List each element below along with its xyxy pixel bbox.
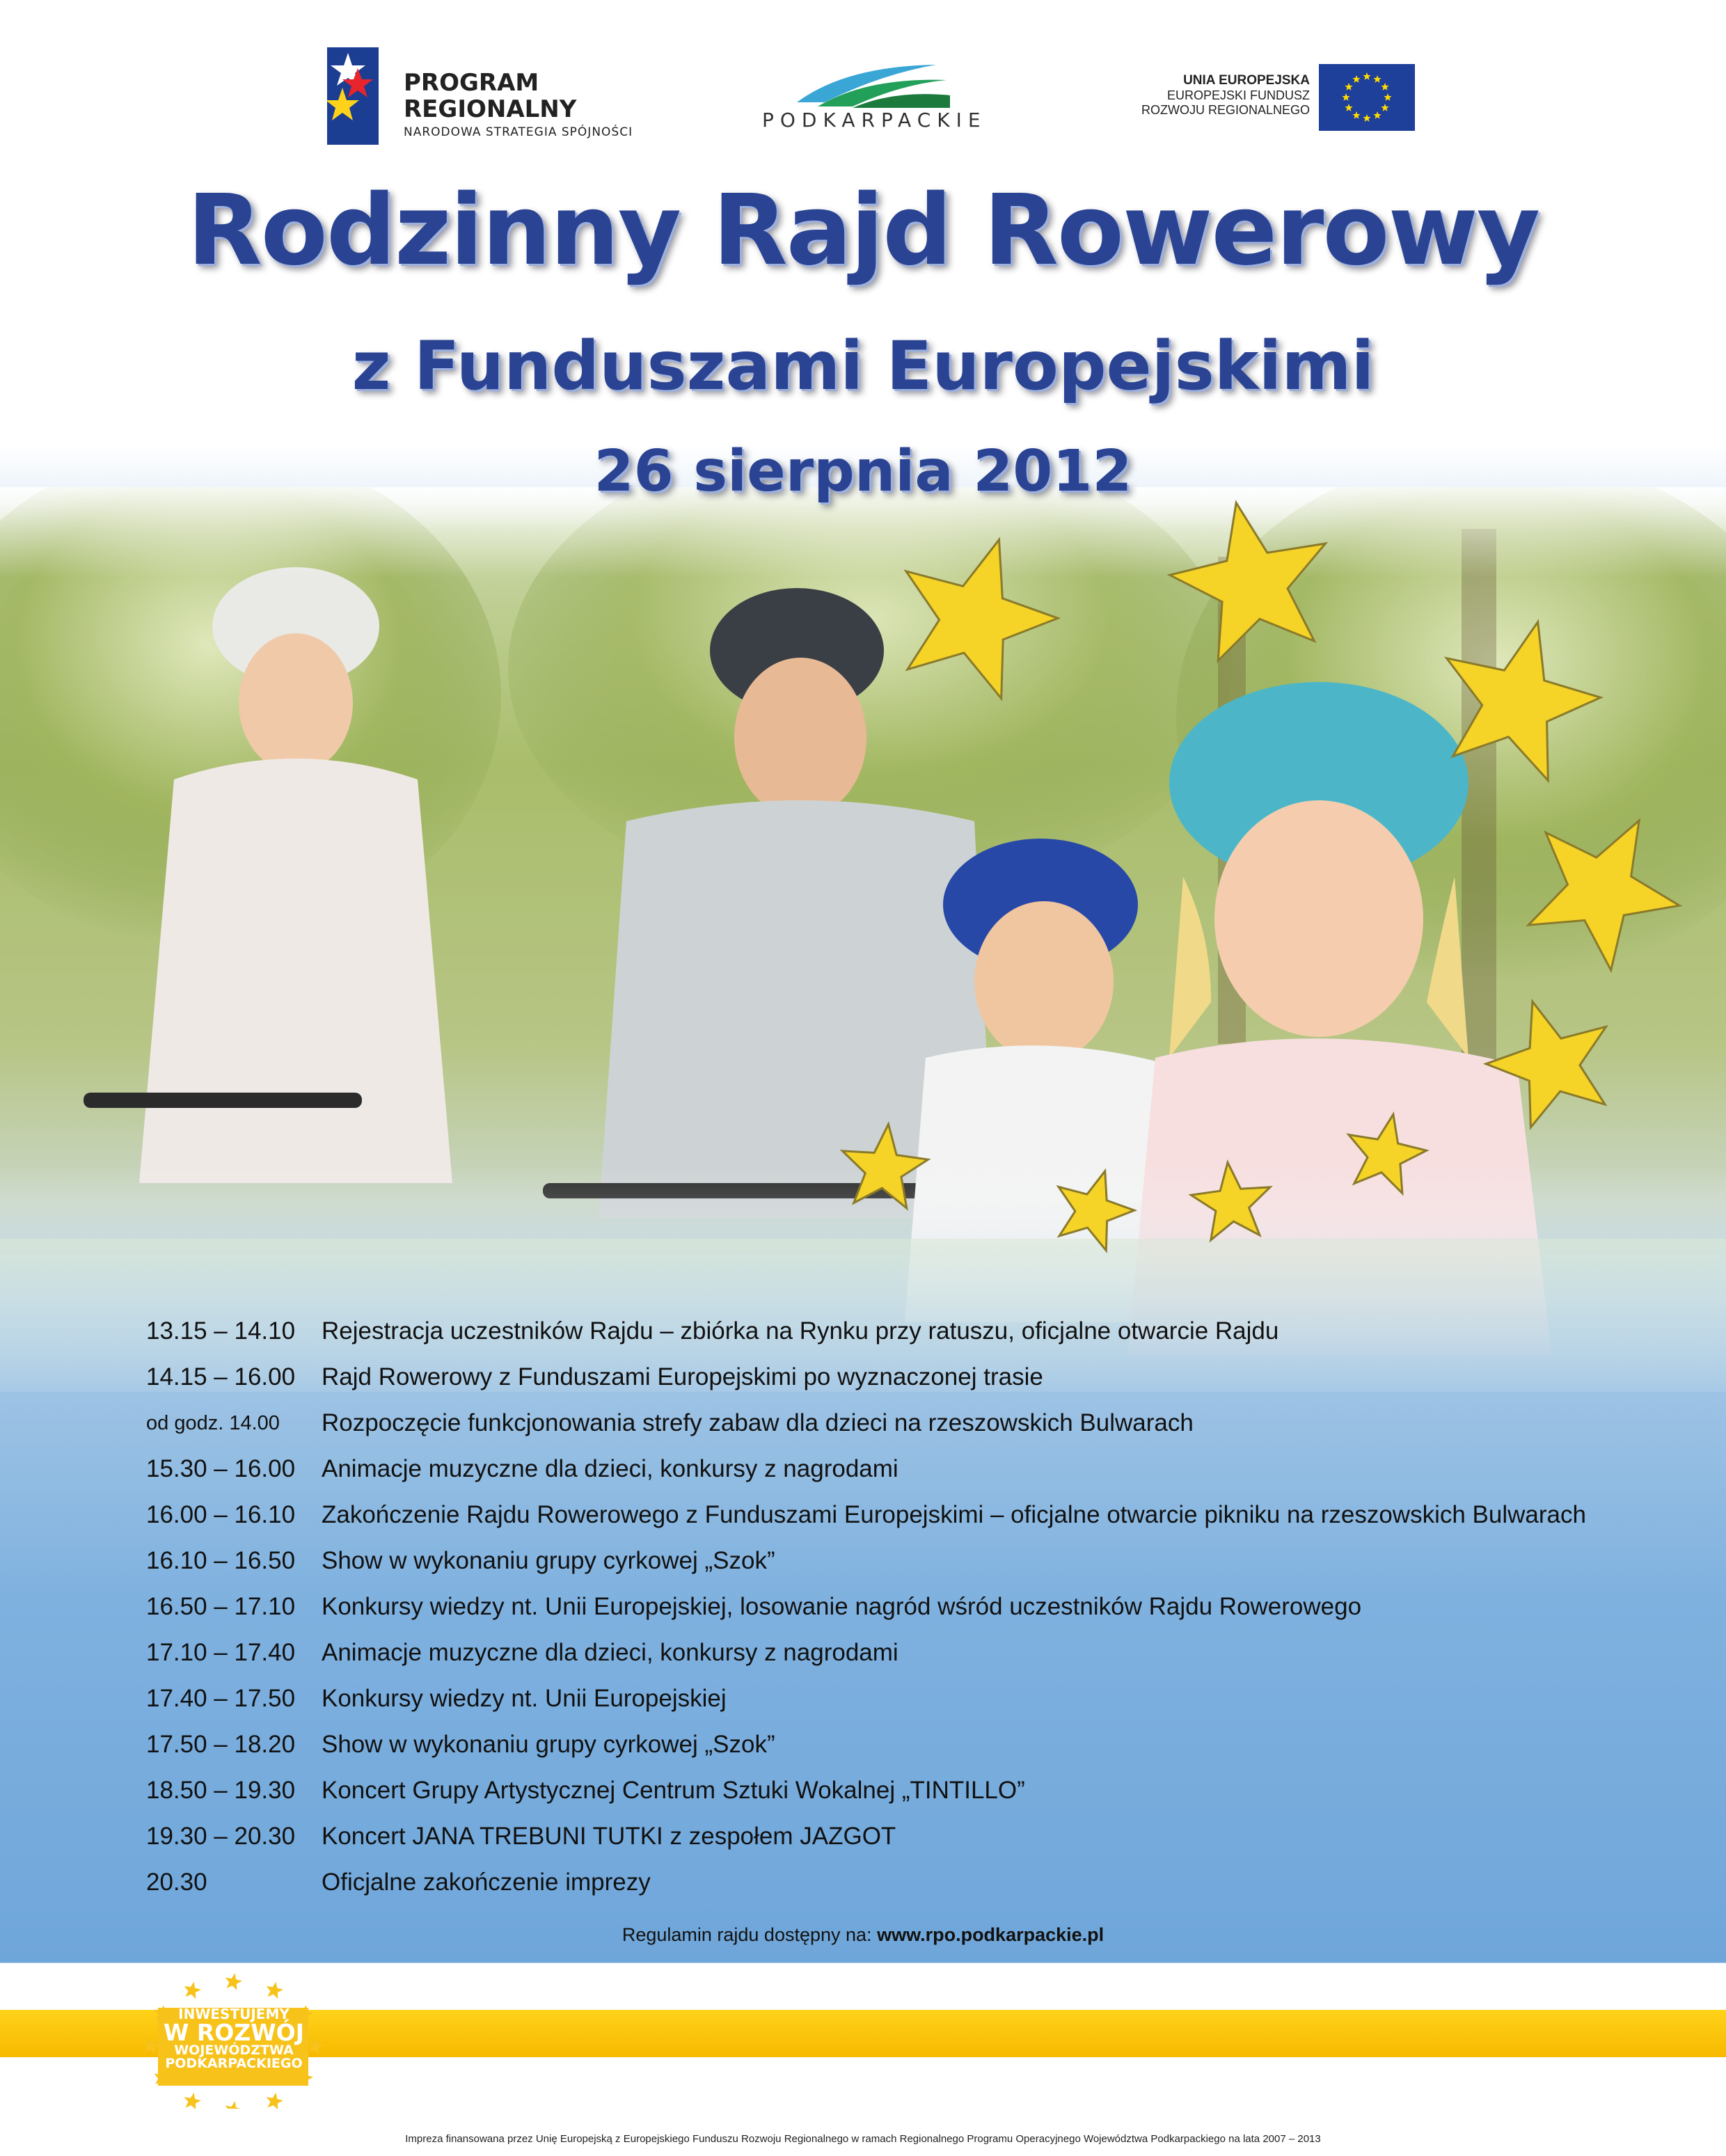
badge-star-icon — [184, 2093, 201, 2109]
schedule-desc: Koncert JANA TREBUNI TUTKI z zespołem JAZGOT — [322, 1823, 896, 1850]
subtitle: z Funduszami Europejskimi — [351, 327, 1375, 405]
schedule-desc: Show w wykonaniu grupy cyrkowej „Szok” — [322, 1547, 775, 1574]
family-cycling-photo — [0, 487, 1726, 1392]
badge-star-icon — [267, 1982, 283, 1999]
program-line1: PROGRAM — [404, 69, 539, 97]
schedule-time: 17.40 – 17.50 — [146, 1685, 296, 1712]
schedule — [146, 1308, 1705, 1905]
schedule-time: 15.30 – 16.00 — [146, 1455, 296, 1482]
schedule-desc: Koncert Grupy Artystycznej Centrum Sztuki Wokalnej „TINTILLO” — [322, 1777, 1025, 1804]
schedule-row — [146, 1308, 1705, 1354]
schedule-desc: Konkursy wiedzy nt. Unii Europejskiej, losowanie nagród wśród uczestników Rajdu Rowerowego — [322, 1593, 1362, 1620]
schedule-row — [146, 1630, 1705, 1676]
eu-line1: UNIA EUROPEJSKA — [1183, 73, 1311, 88]
schedule-desc: Animacje muzyczne dla dzieci, konkursy z nagrodami — [322, 1455, 898, 1482]
badge-line4: PODKARPACKIEGO — [165, 2056, 303, 2071]
schedule-desc: Rozpoczęcie funkcjonowania strefy zabaw dla dzieci na rzeszowskich Bulwarach — [322, 1409, 1194, 1436]
schedule-desc: Konkursy wiedzy nt. Unii Europejskiej — [322, 1685, 727, 1712]
badge-line3: WOJEWÓDZTWA — [174, 2043, 294, 2058]
badge-star-icon — [225, 1973, 242, 1990]
schedule-row — [146, 1814, 1705, 1860]
schedule-time: 14.15 – 16.00 — [146, 1363, 296, 1390]
schedule-time: 13.15 – 14.10 — [146, 1317, 296, 1345]
schedule-time: 16.00 – 16.10 — [146, 1501, 296, 1528]
badge-star-icon — [267, 2093, 283, 2109]
schedule-row — [146, 1676, 1705, 1722]
badge-line1: INWESTUJEMY — [178, 2006, 290, 2022]
schedule-time: 17.10 – 17.40 — [146, 1639, 296, 1666]
schedule-row — [146, 1492, 1705, 1538]
schedule-time: 17.50 – 18.20 — [146, 1731, 296, 1758]
podkarpackie-label: PODKARPACKIE — [762, 109, 987, 132]
schedule-time: 20.30 — [146, 1869, 207, 1896]
eu-flag-icon — [1319, 64, 1415, 131]
schedule-desc: Animacje muzyczne dla dzieci, konkursy z nagrodami — [322, 1639, 898, 1666]
schedule-row — [146, 1768, 1705, 1814]
schedule-row — [146, 1538, 1705, 1584]
schedule-time: 19.30 – 20.30 — [146, 1823, 296, 1850]
eu-line2: EUROPEJSKI FUNDUSZ — [1166, 88, 1311, 102]
schedule-time: od godz. 14.00 — [146, 1411, 280, 1434]
schedule-row — [146, 1860, 1705, 1905]
program-regionalny-logo — [327, 47, 379, 145]
regulations-note — [0, 1924, 1726, 1946]
podkarpackie-logo — [797, 59, 950, 108]
program-line2: REGIONALNY — [404, 95, 577, 123]
photo-fade — [0, 487, 1726, 1392]
regulations-link[interactable]: www.rpo.podkarpackie.pl — [877, 1924, 1105, 1945]
program-regionalny-text — [404, 70, 633, 139]
event-date: 26 sierpnia 2012 — [594, 438, 1132, 505]
schedule-row — [146, 1354, 1705, 1400]
schedule-row — [146, 1400, 1705, 1446]
schedule-row — [146, 1722, 1705, 1768]
podkarpackie-mark-icon — [797, 59, 950, 108]
schedule-desc: Oficjalne zakończenie imprezy — [322, 1869, 651, 1896]
inwestujemy-text — [157, 2007, 310, 2070]
main-title: Rodzinny Rajd Rowerowy — [187, 174, 1539, 287]
eu-line3: ROZWOJU REGIONALNEGO — [1141, 103, 1311, 117]
schedule-time: 16.50 – 17.10 — [146, 1593, 296, 1620]
funding-note: Impreza finansowana przez Unię Europejską z Europejskiego Funduszu Rozwoju Regionalnego w ramach Regionalnego Programu Operacyjnego Województwa Podkarpackiego na lata 2007 – 2013 — [405, 2133, 1321, 2145]
program-regionalny-flag-icon — [327, 47, 379, 145]
eu-flag-stars — [1319, 64, 1415, 131]
badge-star-icon — [225, 2101, 242, 2109]
schedule-time: 18.50 – 19.30 — [146, 1777, 296, 1804]
schedule-desc: Rajd Rowerowy z Funduszami Europejskimi po wyznaczonej trasie — [322, 1363, 1043, 1390]
badge-star-icon — [184, 1982, 201, 1999]
program-line3: NARODOWA STRATEGIA SPÓJNOŚCI — [404, 125, 633, 139]
schedule-row — [146, 1584, 1705, 1630]
schedule-desc: Zakończenie Rajdu Rowerowego z Funduszami Europejskimi – oficjalne otwarcie pikniku na rzeszowskich Bulwarach — [322, 1501, 1586, 1528]
regulations-prefix: Regulamin rajdu dostępny na: — [621, 1924, 872, 1945]
schedule-row — [146, 1446, 1705, 1492]
badge-line2: W ROZWÓJ — [163, 2019, 304, 2046]
eu-text — [1141, 73, 1310, 118]
schedule-desc: Show w wykonaniu grupy cyrkowej „Szok” — [322, 1731, 775, 1758]
schedule-desc: Rejestracja uczestników Rajdu – zbiórka na Rynku przy ratuszu, oficjalne otwarcie Rajdu — [322, 1317, 1279, 1345]
schedule-time: 16.10 – 16.50 — [146, 1547, 296, 1574]
